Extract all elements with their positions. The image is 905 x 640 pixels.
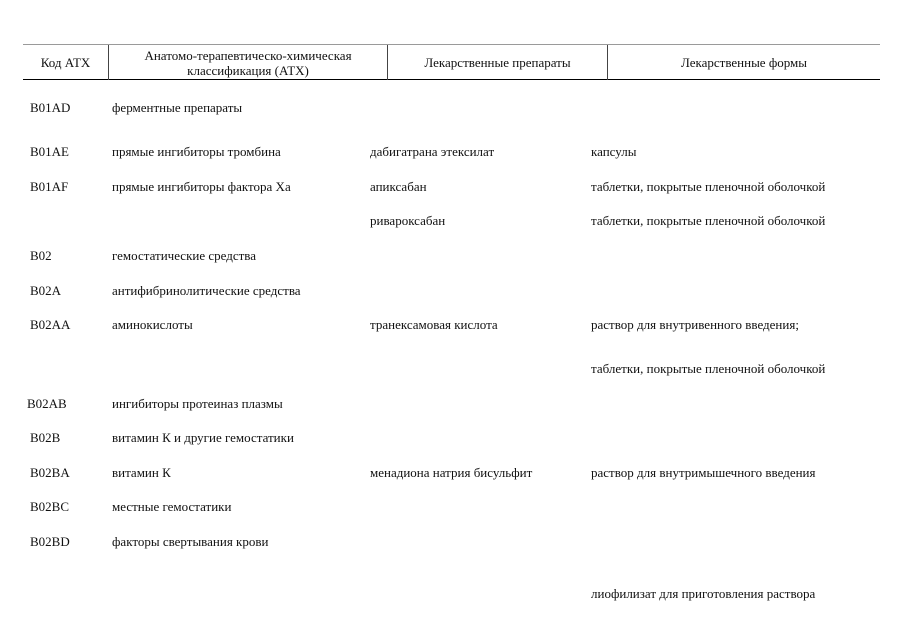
row-form: капсулы [591,144,637,159]
header-code: Код АТХ [40,55,91,70]
row-form: таблетки, покрытые пленочной оболочкой [591,361,826,376]
header-forms: Лекарственные формы [607,45,880,80]
row-code: B01AF [30,179,69,194]
header-drugs: Лекарственные препараты [387,45,607,80]
row-classification: гемостатические средства [112,248,257,263]
row-classification: факторы свертывания крови [112,534,269,549]
row-classification: витамин К [112,465,171,480]
row-form: раствор для внутривенного введения; [591,317,799,332]
row-form: лиофилизат для приготовления раствора [591,586,816,601]
row-classification: прямые ингибиторы фактора Ха [112,179,291,194]
row-classification: антифибринолитические средства [112,283,301,298]
row-code: B02A [30,283,62,298]
row-code: B02BD [30,534,70,549]
row-code: B02BA [30,465,70,480]
row-code: B02AA [30,317,71,332]
row-form: таблетки, покрытые пленочной оболочкой [591,179,826,194]
row-classification: аминокислоты [112,317,193,332]
row-form: раствор для внутримышечного введения [591,465,816,480]
row-classification: ферментные препараты [112,100,243,115]
row-code: B02 [30,248,52,263]
row-code: B01AD [30,100,71,115]
table-header [23,44,880,80]
row-drug: дабигатрана этексилат [370,144,495,159]
row-classification: ингибиторы протеиназ плазмы [112,396,283,411]
row-drug: транексамовая кислота [370,317,498,332]
row-code: B01AE [30,144,69,159]
row-code: B02BC [30,499,70,514]
row-drug: апиксабан [370,179,427,194]
row-form: таблетки, покрытые пленочной оболочкой [591,213,826,228]
row-classification: витамин К и другие гемостатики [112,430,294,445]
row-code: B02AB [27,396,67,411]
row-classification: местные гемостатики [112,499,232,514]
header-classification: Анатомо-терапевтическо-химическая классификация (АТХ) [108,45,387,80]
row-code: B02B [30,430,61,445]
row-classification: прямые ингибиторы тромбина [112,144,281,159]
row-drug: менадиона натрия бисульфит [370,465,533,480]
row-drug: ривароксабан [370,213,446,228]
